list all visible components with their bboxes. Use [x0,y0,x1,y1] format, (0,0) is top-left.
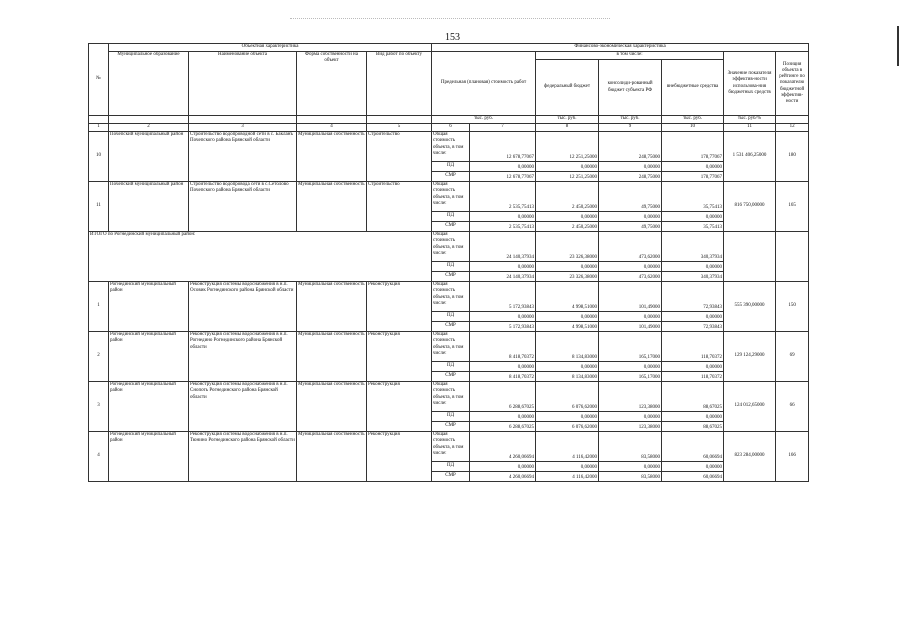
amount-cell: 72,93843 [662,322,724,332]
object-number: 3 [89,382,109,432]
object-name-cell: Реконструкция системы водоснабжения в н.п. Тюнино Рогнединского района Брянской области [189,432,297,482]
amount-cell: 101,49000 [599,282,662,312]
rank-value: 150 [776,282,809,332]
amount-cell: 2 450,25000 [536,182,599,212]
amount-cell: 0,00000 [662,212,724,222]
smr-label: СМР [432,322,470,332]
amount-cell: 12 251,25000 [536,132,599,162]
col-num: 7 [470,124,536,132]
table-row [89,432,809,462]
header-ownership: Форма собственности на объект [297,52,367,116]
header-work-type: Вид работ по объекту [367,52,432,116]
work-type-cell: Реконструкция [367,332,432,382]
unit-federal: тыс. руб. [536,116,599,124]
smr-label: СМР [432,272,470,282]
col-num: 8 [536,124,599,132]
object-number: 2 [89,332,109,382]
col-num: 2 [109,124,189,132]
amount-cell: 60,06694 [662,472,724,482]
smr-label: СМР [432,222,470,232]
empty-cell [724,232,776,282]
amount-cell: 5 172,93843 [470,282,536,312]
amount-cell: 0,00000 [599,462,662,472]
amount-cell: 0,00000 [536,362,599,372]
amount-cell: 4 260,06694 [470,472,536,482]
amount-cell: 12 678,77067 [470,172,536,182]
header-row-1 [89,44,809,52]
amount-cell: 165,17000 [599,372,662,382]
header-cost: Предельная (плановая) стоимость работ [432,52,536,116]
amount-cell: 4 998,51000 [536,282,599,312]
amount-cell: 0,00000 [599,212,662,222]
object-number: 4 [89,432,109,482]
amount-cell: 123,38000 [599,422,662,432]
ownership-cell: Муниципальная собственность [297,132,367,182]
page-number: 153 [445,32,460,43]
amount-cell: 0,00000 [470,212,536,222]
amount-cell: 0,00000 [662,362,724,372]
efficiency-value: 1 531 406,25000 [724,132,776,182]
smr-label: СМР [432,172,470,182]
amount-cell: 23 326,38000 [536,272,599,282]
units-row [89,116,809,124]
object-name-cell: Строительство водопровода сети в с.Сетолово Почепского района Брянской области [189,182,297,232]
amount-cell: 0,00000 [470,262,536,272]
header-consolidated: консолиди-рованный бюджет субъекта РФ [599,60,662,116]
col-num: 11 [724,124,776,132]
col-num: 4 [297,124,367,132]
header-federal: федеральный бюджет [536,60,599,116]
object-number: 1 [89,282,109,332]
object-name-cell: Реконструкция системы водоснабжения в н.п. Осовик Рогнединского района Брянской области [189,282,297,332]
work-type-cell: Реконструкция [367,282,432,332]
total-label: Общая стоимость объекта, в том числе: [432,282,470,312]
ownership-cell: Муниципальная собственность [297,432,367,482]
total-label: Общая стоимость объекта, в том числе: [432,382,470,412]
col-num: 6 [432,124,470,132]
amount-cell: 0,00000 [599,362,662,372]
header-objective: Объектная характеристика [109,44,432,52]
unit-extrabudget: тыс. руб. [662,116,724,124]
amount-cell: 0,00000 [662,412,724,422]
header-financial: Финансово-экономическая характеристика [432,44,809,52]
header-rank: Позиция объекта в рейтинге по показателю бюджетной эффектив-ности [776,52,809,116]
amount-cell: 8 134,83000 [536,372,599,382]
amount-cell: 4 260,06694 [470,432,536,462]
municipality-cell: Рогнединский муниципальный район [109,282,189,332]
amount-cell: 340,37934 [662,272,724,282]
pd-label: ПД [432,312,470,322]
object-number: 11 [89,182,109,232]
amount-cell: 12 251,25000 [536,172,599,182]
efficiency-value: 129 124,29000 [724,332,776,382]
municipality-cell: Рогнединский муниципальный район [109,382,189,432]
amount-cell: 0,00000 [662,462,724,472]
amount-cell: 6 288,67025 [470,422,536,432]
amount-cell: 0,00000 [470,362,536,372]
municipality-cell: Почепский муниципальный район [109,182,189,232]
header-efficiency: Значение показателя эффектив-ности использова-ния бюджетных средств [724,52,776,116]
projects-table [88,43,809,482]
header-object-name: Наименование объекта [189,52,297,116]
amount-cell: 0,00000 [536,162,599,172]
header-num: № [89,44,109,116]
amount-cell: 8 418,70372 [470,332,536,362]
object-name-cell: Реконструкция системы водоснабжения в н.п. Рогнедино Рогнединского района Брянской области [189,332,297,382]
total-label: Общая стоимость объекта, в том числе: [432,182,470,212]
pd-label: ПД [432,462,470,472]
amount-cell: 0,00000 [470,412,536,422]
amount-cell: 49,75000 [599,182,662,212]
object-name-cell: Реконструкция системы водоснабжения в н.п. Снопоть Рогнединского района Брянской области [189,382,297,432]
amount-cell: 2 535,75413 [470,222,536,232]
amount-cell: 0,00000 [536,312,599,322]
top-scan-line [290,18,610,19]
amount-cell: 2 535,75413 [470,182,536,212]
efficiency-value: 124 012,65000 [724,382,776,432]
table-row [89,182,809,212]
amount-cell: 0,00000 [536,212,599,222]
amount-cell: 0,00000 [599,412,662,422]
amount-cell: 4 116,42000 [536,472,599,482]
pd-label: ПД [432,162,470,172]
total-label: Общая стоимость объекта, в том числе: [432,332,470,362]
amount-cell: 72,93843 [662,282,724,312]
amount-cell: 23 326,38000 [536,232,599,262]
amount-cell: 0,00000 [599,162,662,172]
amount-cell: 4 116,42000 [536,432,599,462]
object-number: 10 [89,132,109,182]
amount-cell: 5 172,93843 [470,322,536,332]
table-row [89,332,809,362]
col-num: 12 [776,124,809,132]
amount-cell: 178,77067 [662,132,724,162]
amount-cell: 248,75000 [599,132,662,162]
amount-cell: 0,00000 [599,312,662,322]
header-row-2 [89,52,809,60]
amount-cell: 83,58000 [599,472,662,482]
smr-label: СМР [432,472,470,482]
efficiency-value: 555 390,00000 [724,282,776,332]
smr-label: СМР [432,372,470,382]
table-row [89,282,809,312]
municipality-cell: Почепский муниципальный район [109,132,189,182]
amount-cell: 0,00000 [662,312,724,322]
work-type-cell: Строительство [367,182,432,232]
pd-label: ПД [432,262,470,272]
object-name-cell: Строительство водопроводной сети в с. Бакланъ Почепского района Брянской области [189,132,297,182]
municipality-cell: Рогнединский муниципальный район [109,332,189,382]
amount-cell: 83,58000 [599,432,662,462]
pd-label: ПД [432,212,470,222]
amount-cell: 0,00000 [662,262,724,272]
col-num: 1 [89,124,109,132]
amount-cell: 60,06694 [662,432,724,462]
amount-cell: 118,70372 [662,372,724,382]
amount-cell: 165,17000 [599,332,662,362]
col-num: 10 [662,124,724,132]
efficiency-value: 823 284,00000 [724,432,776,482]
amount-cell: 0,00000 [536,462,599,472]
rank-value: 180 [776,132,809,182]
smr-label: СМР [432,422,470,432]
amount-cell: 6 288,67025 [470,382,536,412]
itogo-label: ИТОГО по Рогнединский муниципальный район: [89,232,432,282]
table-row [89,382,809,412]
rank-value: 66 [776,382,809,432]
col-num: 9 [599,124,662,132]
rank-value: 165 [776,182,809,232]
amount-cell: 88,67025 [662,422,724,432]
amount-cell: 35,75413 [662,182,724,212]
amount-cell: 473,62000 [599,232,662,262]
amount-cell: 0,00000 [536,262,599,272]
amount-cell: 24 140,37934 [470,272,536,282]
amount-cell: 12 678,77067 [470,132,536,162]
amount-cell: 8 134,83000 [536,332,599,362]
work-type-cell: Реконструкция [367,432,432,482]
header-extrabudget: внебюджетные средства [662,60,724,116]
amount-cell: 88,67025 [662,382,724,412]
amount-cell: 178,77067 [662,172,724,182]
amount-cell: 118,70372 [662,332,724,362]
amount-cell: 123,38000 [599,382,662,412]
amount-cell: 0,00000 [470,462,536,472]
ownership-cell: Муниципальная собственность [297,182,367,232]
amount-cell: 340,37934 [662,232,724,262]
amount-cell: 35,75413 [662,222,724,232]
amount-cell: 6 076,62000 [536,382,599,412]
ownership-cell: Муниципальная собственность [297,332,367,382]
amount-cell: 49,75000 [599,222,662,232]
amount-cell: 24 140,37934 [470,232,536,262]
itogo-row [89,232,809,262]
total-label: Общая стоимость объекта, в том числе: [432,432,470,462]
pd-label: ПД [432,362,470,372]
col-num: 5 [367,124,432,132]
unit-consolidated: тыс. руб. [599,116,662,124]
amount-cell: 473,62000 [599,272,662,282]
amount-cell: 4 998,51000 [536,322,599,332]
rank-value: 69 [776,332,809,382]
amount-cell: 8 418,70372 [470,372,536,382]
header-municipality: Муниципальное образование [109,52,189,116]
amount-cell: 0,00000 [470,312,536,322]
pd-label: ПД [432,412,470,422]
rank-value: 166 [776,432,809,482]
header-including: в том числе: [536,52,724,60]
amount-cell: 248,75000 [599,172,662,182]
work-type-cell: Строительство [367,132,432,182]
total-label: Общая стоимость объекта, в том числе: [432,232,470,262]
amount-cell: 0,00000 [662,162,724,172]
work-type-cell: Реконструкция [367,382,432,432]
amount-cell: 6 076,62000 [536,422,599,432]
col-num: 3 [189,124,297,132]
unit-efficiency: тыс. руб/% [724,116,776,124]
table-row [89,132,809,162]
empty-cell [776,232,809,282]
efficiency-value: 816 750,00000 [724,182,776,232]
column-numbers-row [89,124,809,132]
ownership-cell: Муниципальная собственность [297,382,367,432]
amount-cell: 0,00000 [470,162,536,172]
amount-cell: 0,00000 [536,412,599,422]
amount-cell: 101,49000 [599,322,662,332]
unit-cost: тыс. руб. [432,116,536,124]
amount-cell: 2 450,25000 [536,222,599,232]
amount-cell: 0,00000 [599,262,662,272]
ownership-cell: Муниципальная собственность [297,282,367,332]
municipality-cell: Рогнединский муниципальный район [109,432,189,482]
total-label: Общая стоимость объекта, в том числе: [432,132,470,162]
